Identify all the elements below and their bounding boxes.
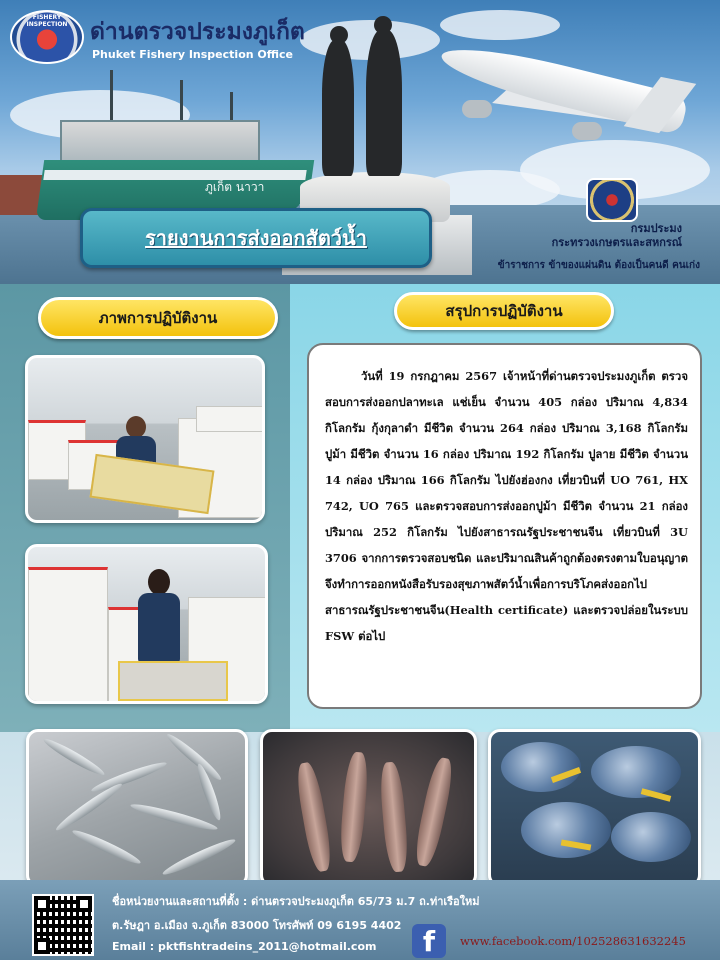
fish [70, 827, 142, 868]
shrimp-photo [260, 729, 477, 887]
foam-box-stack [28, 567, 108, 704]
crab [521, 802, 611, 858]
boat-stripe [43, 170, 306, 180]
department-name [552, 222, 682, 250]
report-title: รายงานการส่งออกสัตว์น้ำ [145, 226, 367, 250]
heroine-statue-left [322, 40, 354, 176]
airplane-engine [572, 122, 602, 140]
address-line-1: ชื่อหน่วยงานและสถานที่ตั้ง : ด่านตรวจประมงภูเก็ต 65/73 ม.7 ถ.ท่าเรือใหม่ [112, 895, 480, 908]
qr-finder [76, 896, 92, 912]
logo-text: FISHERY INSPECTION [26, 14, 68, 28]
crab-photo [488, 729, 701, 887]
fish [53, 780, 124, 834]
fish [164, 731, 224, 784]
fish [129, 801, 219, 834]
cloud [440, 10, 560, 40]
motto: ข้าราชการ ข้าของแผ่นดิน ต้องเป็นคนดี คนเก่ง [497, 260, 700, 271]
fish [161, 836, 238, 879]
inspection-photo-2 [25, 544, 268, 704]
statue-head [374, 16, 392, 34]
statue-head [330, 26, 348, 44]
department-line-2: กระทรวงเกษตรและสหกรณ์ [551, 236, 682, 249]
facebook-link[interactable]: www.facebook.com/102528631632245 [460, 934, 686, 948]
fish [41, 735, 107, 779]
crab [591, 746, 681, 798]
shrimp [412, 756, 456, 868]
email-address[interactable]: Email : pktfishtradeins_2011@hotmail.com [112, 940, 377, 953]
shrimp [378, 761, 410, 872]
fishery-inspection-logo [10, 10, 84, 64]
inspector-head [148, 569, 170, 595]
qr-code[interactable] [32, 894, 94, 956]
fish-tray [118, 661, 228, 701]
report-title-banner [80, 208, 432, 268]
heroine-statue-right [366, 30, 402, 176]
foam-box [196, 406, 265, 432]
qr-finder [34, 938, 50, 954]
fish [90, 759, 169, 796]
shrimp [294, 761, 335, 873]
qr-finder [34, 896, 50, 912]
summary-text: วันที่ 19 กรกฎาคม 2567 เจ้าหน้าที่ด่านตรวจประมงภูเก็ต ตรวจสอบการส่งออกปลาทะเล แช่เย็น จำนวน 405 กล่อง ปริมาณ 4,834 กิโลกรัม กุ้งกุลาดำ มีชีวิต จำนวน 264 กล่อง ปริมาณ 3,168 กิโลกรัม ปูม้า มีชีวิต จำนวน 16 กล่อง ปริมาณ 192 กิโลกรัม ปูลาย มีชีวิต จำนวน 14 กล่อง ปริมาณ 166 กิโลกรัม ไปยังฮ่องกง เที่ยวบินที่ UO 761, HX 742, UO 765 และตรวจสอบการส่งออกปูม้า มีชีวิต จำนวน 21 กล่อง ปริมาณ 252 กิโลกรัม ไปยังสาธารณรัฐประชาชนจีน เที่ยวบินที่ 3U 3706 จากการตรวจสอบชนิด และปริมาณสินค้าถูกต้องตรงตามใบอนุญาต จึงทำการออกหนังสือรับรองสุขภาพสัตว์น้ำเพื่อการบริโภคส่งออกไปสาธารณรัฐประชาชนจีน(Health certificate) และตรวจปล่อยในระบบ FSW ต่อไป [325, 369, 688, 643]
facebook-icon[interactable] [412, 924, 446, 958]
department-of-fisheries-seal [586, 178, 638, 222]
department-line-1: กรมประมง [630, 222, 682, 235]
inspection-photo-1 [25, 355, 265, 523]
summary-heading: สรุปการปฏิบัติงาน [394, 292, 614, 330]
inspector [138, 593, 180, 663]
fish-photo [26, 729, 248, 887]
inspector-head [126, 416, 146, 438]
office-title-english: Phuket Fishery Inspection Office [92, 48, 294, 61]
facebook-letter: f [422, 925, 436, 958]
photos-heading: ภาพการปฏิบัติงาน [38, 297, 278, 339]
airplane-engine [462, 100, 492, 118]
summary-text-box [307, 343, 702, 709]
office-title-thai: ด่านตรวจประมงภูเก็ต [90, 19, 305, 45]
shrimp [338, 751, 370, 862]
boat-name: ภูเก็ต นาวา [205, 180, 265, 194]
crab [501, 742, 581, 792]
header-banner [0, 0, 720, 284]
crab [611, 812, 691, 862]
address-line-2: ต.รัษฎา อ.เมือง จ.ภูเก็ต 83000 โทรศัพท์ 09 6195 4402 [112, 919, 402, 932]
